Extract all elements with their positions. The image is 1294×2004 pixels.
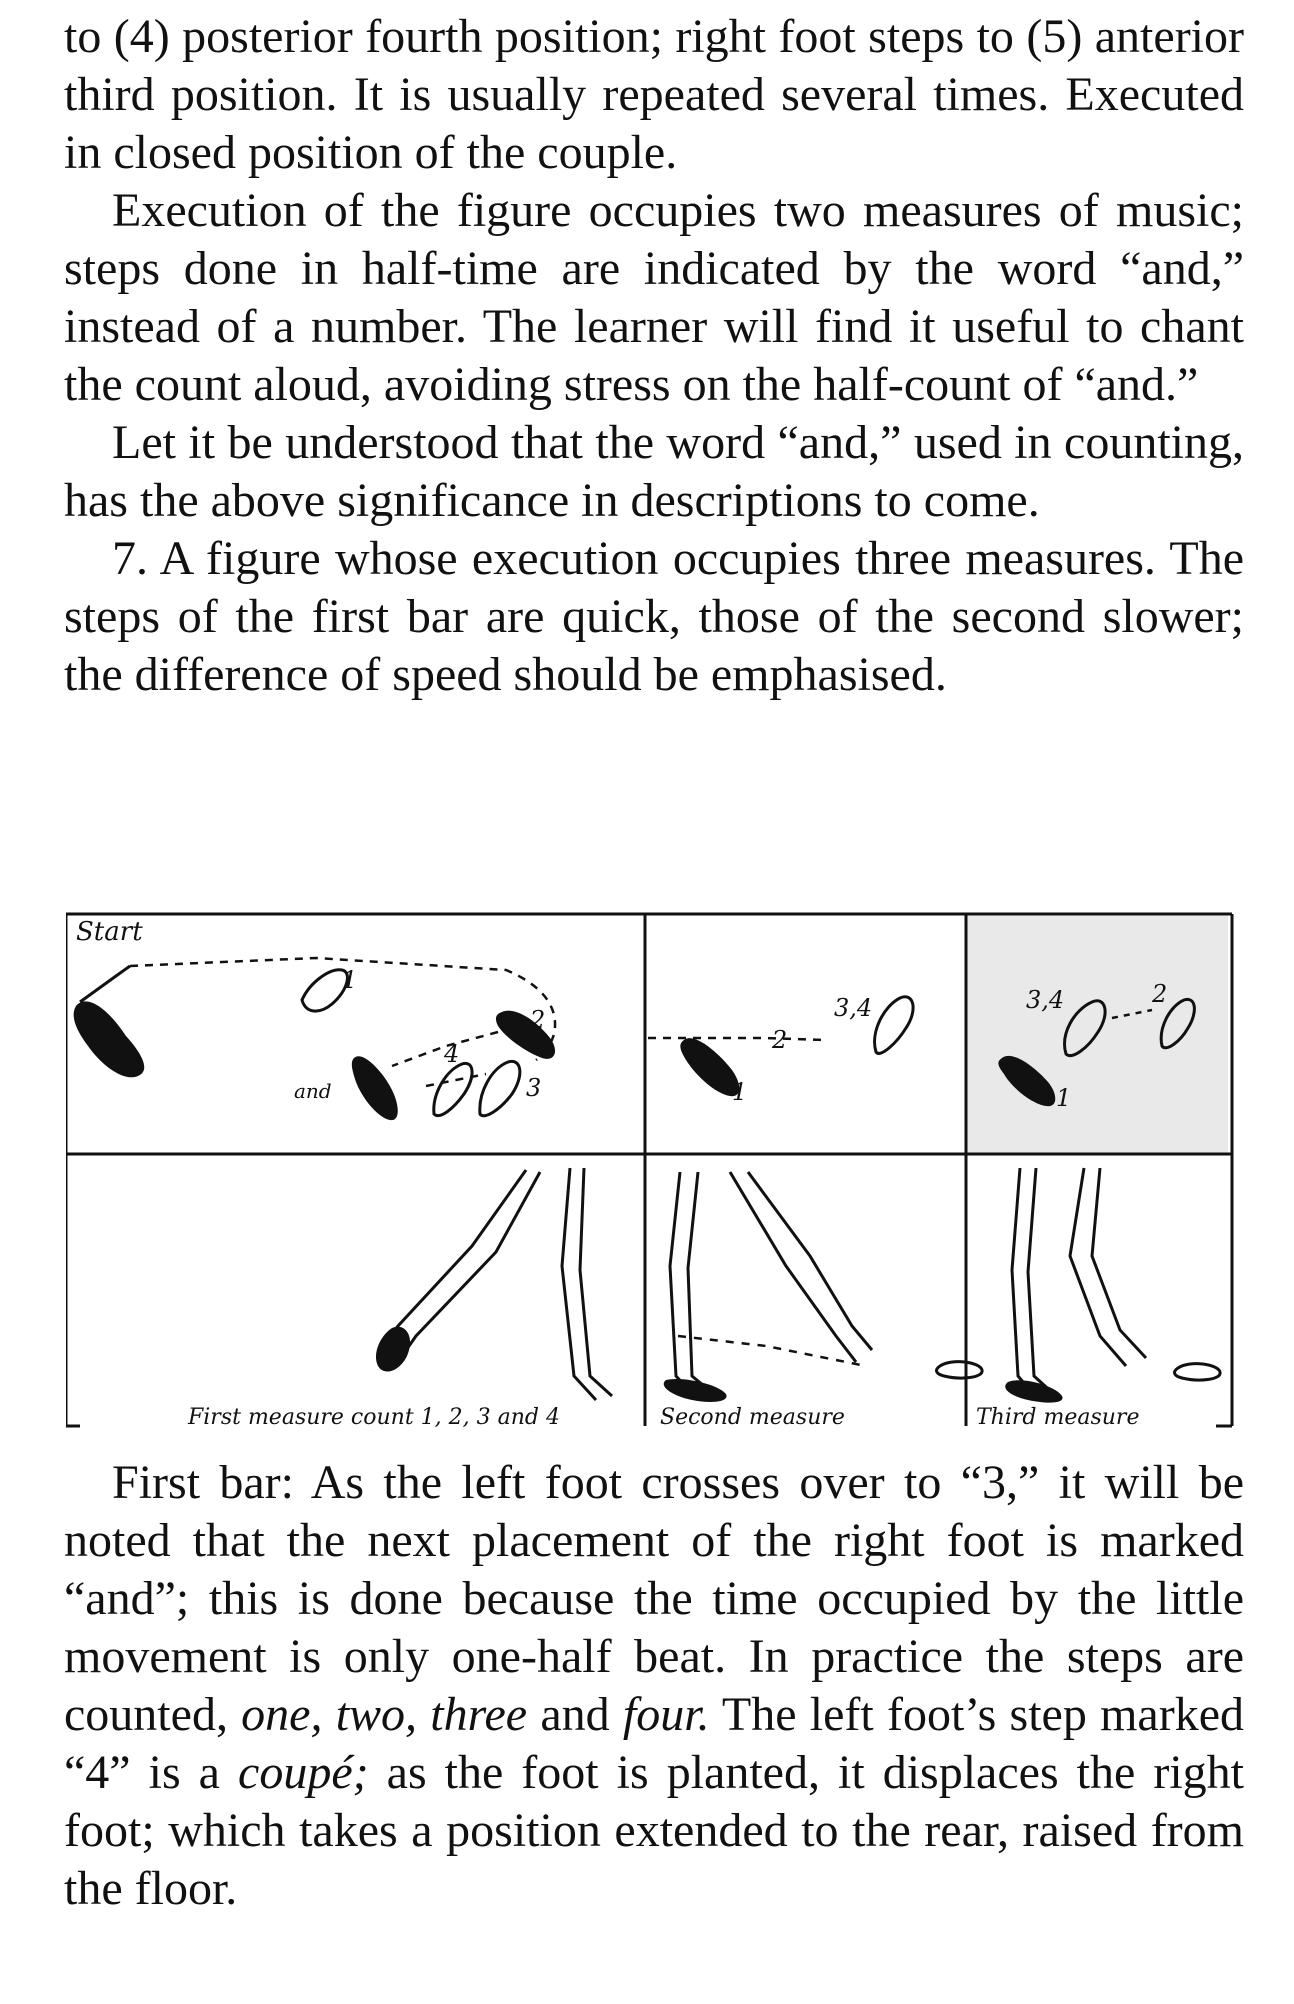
third-measure-legs-icon [1012,1168,1146,1400]
paragraph-5-part-d: as the foot is planted, it displaces the right foot; which takes a position extended to the rear, raised from the floor. [64,1746,1244,1915]
second-measure-shoe-icon [664,1379,727,1402]
step-1-label: 1 [342,966,358,994]
paragraph-4: 7. A figure whose execution occupies three measures. The steps of the first bar are quick, those of the second slower; the difference of speed should be emphasised. [64,532,1244,701]
second-measure-raised-foot-icon [937,1362,983,1378]
paragraph-5-part-a: First bar: As the left foot crosses over to “3,” it will be noted that the next placement of the right foot is marked “and”; this is done because the time occupied by the little movement is only one-half beat. In practice the steps are counted, [64,1456,1244,1741]
right-foot-step-34-icon [875,997,914,1054]
caption-first-measure: First measure count 1, 2, 3 and 4 [188,1405,560,1430]
paragraph-2: Execution of the figure occupies two measures of music; steps done in half-time are indicated by the word “and,” instead of a number. The learner will find it useful to chant the count aloud, avoiding stress on the half-count of “and.” [64,184,1244,411]
foot-and-icon [352,1056,398,1120]
paragraph-5-italic-counts: one, two, three [241,1688,528,1741]
second-step-34-label: 3,4 [834,994,873,1022]
figure-drawing [66,906,1234,1436]
foot-step-4-icon [434,1063,472,1115]
paragraph-5-part-b: and [527,1688,623,1741]
paragraph-5-italic-coupe: coupé; [238,1746,369,1799]
dance-step-figure [66,906,1234,1436]
left-foot-start-icon [74,1001,145,1077]
second-cell-path-line [648,1038,826,1040]
caption-third-measure: Third measure [976,1405,1140,1430]
start-foot-outline-icon [80,966,130,1002]
second-step-2-label: 2 [772,1026,788,1054]
third-step-2-label: 2 [1152,980,1168,1008]
paragraph-5-part-c: The left foot’s step marked “4” is a [64,1688,1244,1799]
paragraph-1: to (4) posterior fourth position; right foot steps to (5) anterior third position. It is usually repeated several times. Executed in closed position of the couple. [64,10,1244,179]
paragraph-3: Let it be understood that the word “and,” used in counting, has the above significance in descriptions to come. [64,416,1244,527]
first-measure-shoe-icon [376,1327,410,1372]
second-cell-footprints [680,997,913,1096]
third-step-34-label: 3,4 [1026,986,1065,1014]
paragraph-5 [64,1454,1244,1918]
second-measure-legs-icon [670,1172,872,1400]
caption-second-measure: Second measure [660,1405,845,1430]
foot-step-3-icon [480,1061,520,1115]
right-foot-step-1-icon [302,970,347,1011]
step-3-label: 3 [526,1074,542,1102]
third-measure-raised-foot-icon [1175,1364,1221,1380]
and-label: and [294,1079,332,1103]
first-measure-legs-icon [384,1168,612,1400]
third-measure-shoe-icon [1005,1380,1062,1402]
paragraph-5-italic-four: four. [622,1688,710,1741]
second-step-1-label: 1 [732,1078,748,1106]
third-step-1-label: 1 [1056,1084,1072,1112]
step-4-label: 4 [444,1040,460,1068]
start-label: Start [76,917,143,947]
left-foot-step-1-icon [680,1038,739,1096]
step-2-label: 2 [530,1006,546,1034]
